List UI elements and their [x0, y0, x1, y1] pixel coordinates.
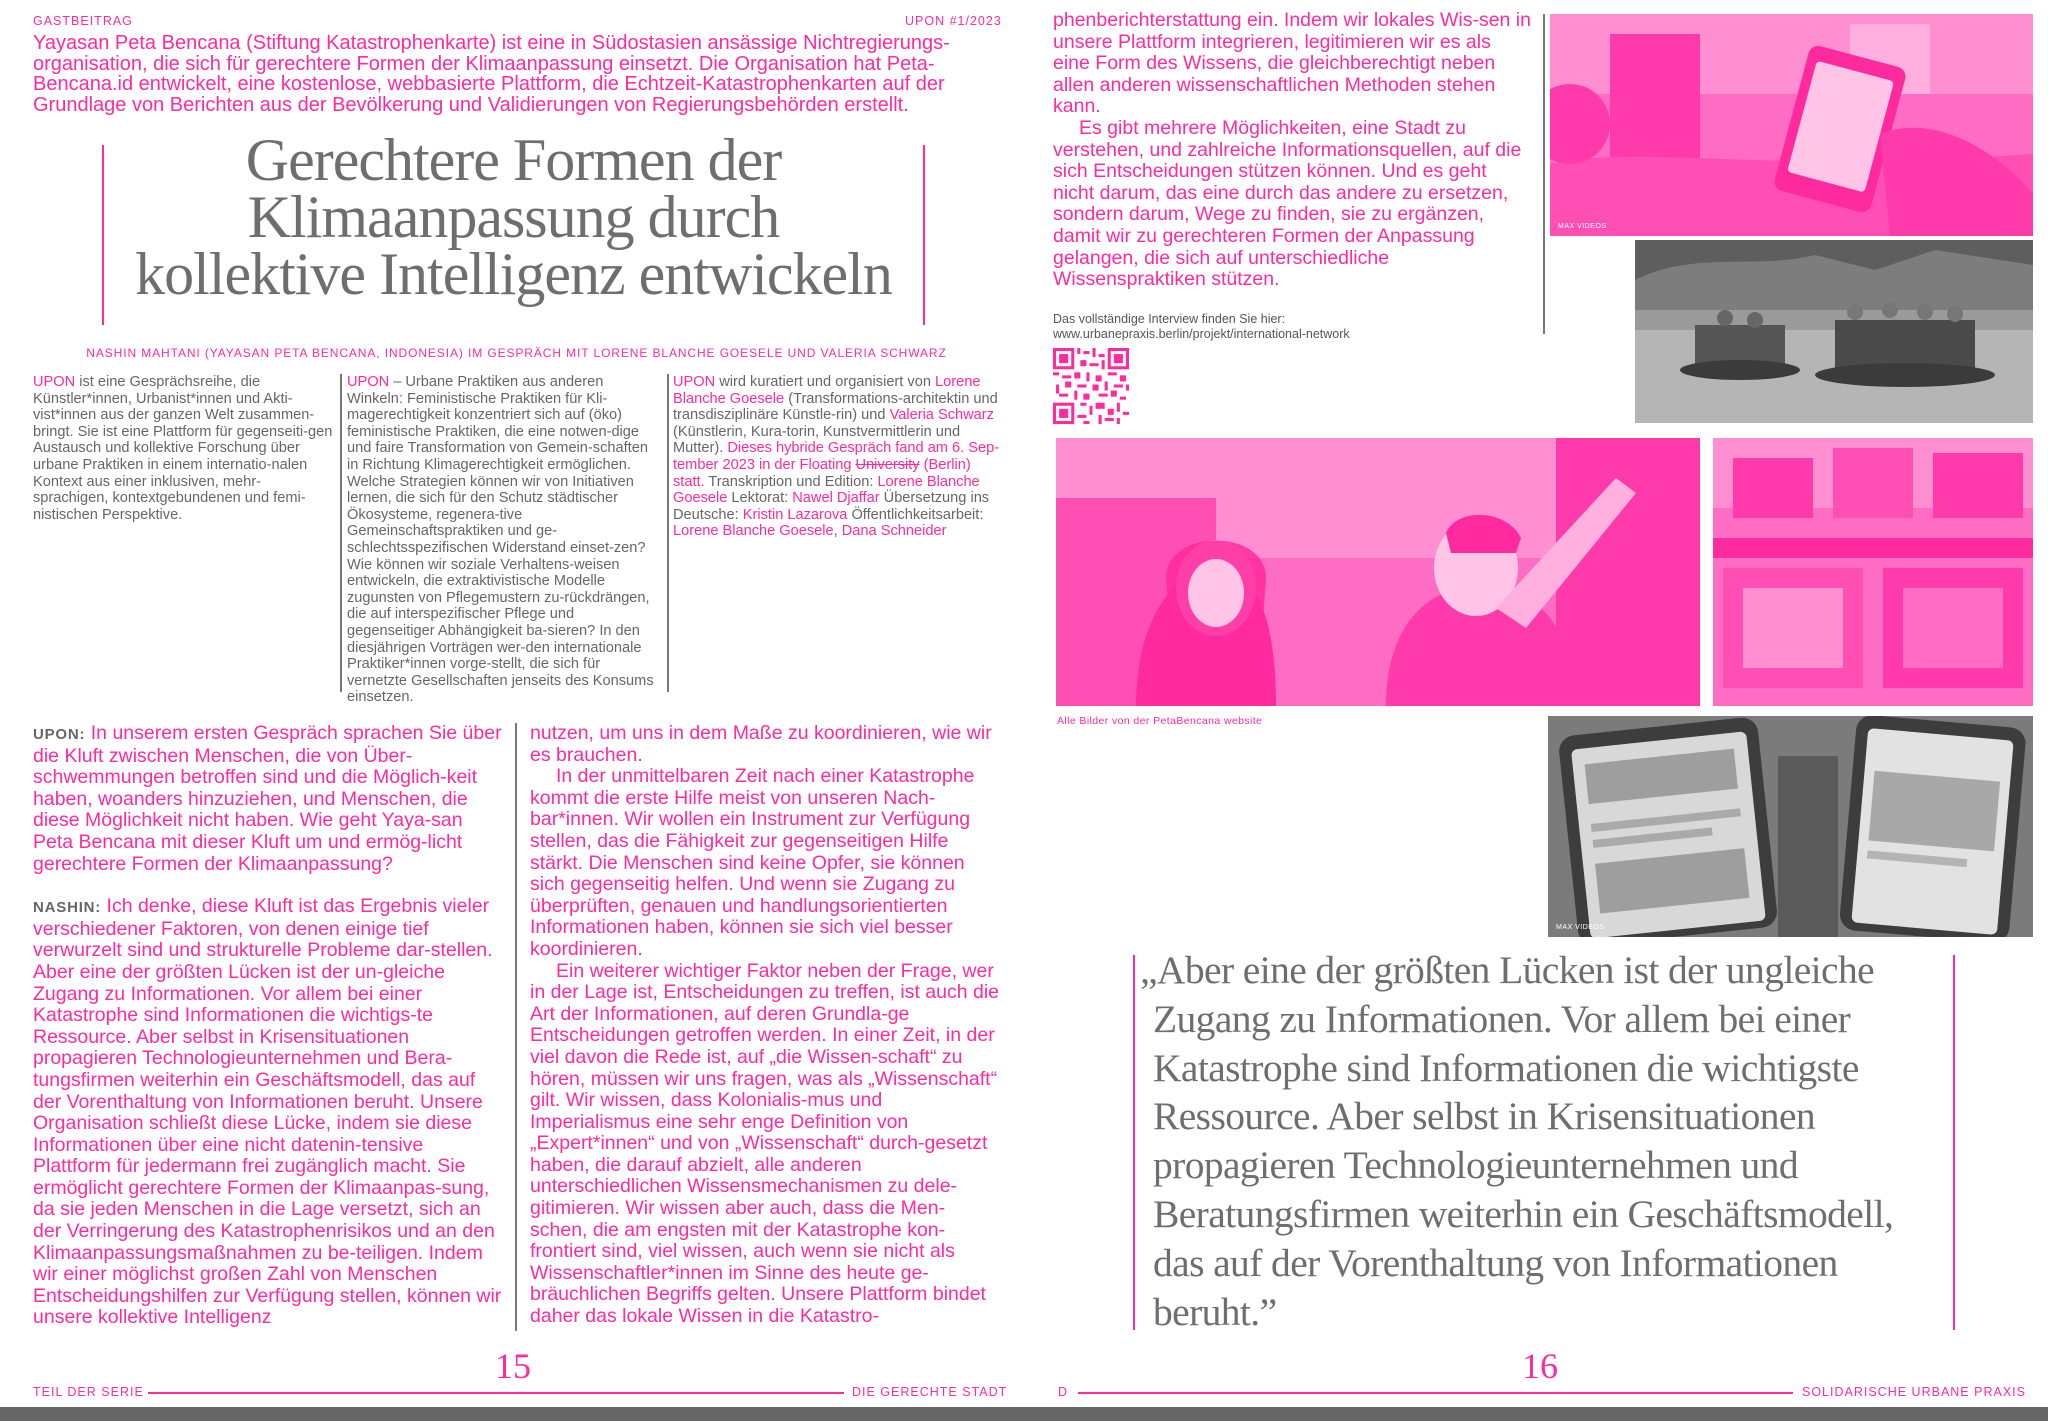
paragraph: In der unmittelbaren Zeit nach einer Katastrophe kommt die erste Hilfe meist von unseren Nach-bar*innen. Wir wollen ein Instrument zur Verfügung stellen, das die Fähigkeit zur gegenseitigen Hilfe stärkt. Die Menschen sind keine Opfer, sie können sich gegenseitig helfen. Und wenn sie Zugang zu überprüften, genauen und handlungsorientierten Informationen haben, können sie sich viel besser koordinieren. — [530, 765, 975, 960]
page-number: 16 — [1522, 1346, 1558, 1386]
intro-column-3 — [673, 374, 1000, 540]
speaker-label: NASHIN: — [33, 899, 102, 917]
interview-url[interactable]: www.urbanepraxis.berlin/projekt/international-network — [1053, 327, 1350, 341]
qr-code[interactable] — [1053, 348, 1129, 424]
col1-text: ist eine Gesprächsreihe, die Künstler*innen, Urbanist*innen und Akti-vist*innen aus der ganzen Welt zusammen-bringt. Sie ist eine Plattform für gegenseiti-gen Austausch und kollektive Forschung über urbane Praktiken in einem internatio-nalen Kontext aus einer inklusiven, mehr-sprachigen, kontextgebundenen und femi-nistischen Perspektive. — [33, 374, 333, 523]
column-divider — [667, 374, 669, 692]
quote-right-rule — [1953, 955, 1955, 1330]
series-tagline: SOLIDARISCHE URBANE PRAXIS — [1802, 1385, 2026, 1399]
column-divider — [340, 374, 342, 692]
credit-name: Lorene Blanche Goesele — [673, 523, 834, 540]
bottom-bar — [0, 1407, 2048, 1421]
photo-women-street — [1056, 438, 1700, 706]
credit-name: Kristin Lazarova — [742, 506, 848, 523]
credits-text: Übersetzung ins Deutsche: — [673, 490, 990, 523]
credit-name: Dana Schneider — [841, 523, 947, 540]
title-line-2: Klimaanpassung durch — [247, 184, 780, 250]
paragraph: Ein weiterer wichtiger Faktor neben der Frage, wer in der Lage ist, Entscheidungen zu treffen, ist auch die Art der Informationen, auf deren Grundla-ge Entscheidungen getroffen werden. In einer Zeit, in der viel davon die Rede ist, auf „die Wissen-schaft“ zu hören, müssen wir uns fragen, was als „Wissenschaft“ gilt. Wir wissen, dass Kolonialis-mus und Imperialismus eine sehr enge Definition von „Expert*innen“ und von „Wissenschaft“ durch-gesetzt haben, die darauf abzielt, alle anderen unterschiedlichen Wissensmechanismen zu dele-gitimieren. Wir wissen aber auch, dass die Men-schen, die am engsten mit der Katastrophe kon-frontiert sind, viel wissen, auch wenn sie nicht als Wissenschaftler*innen im Sinne des heute ge-bräuchlichen Begriffs gelten. Unsere Plattform bindet daher das lokale Wissen in die Katastro- — [530, 959, 1000, 1328]
speaker-label: UPON: — [33, 726, 86, 743]
photo-credit: MAX VIDEOS — [1558, 223, 1607, 230]
article-title — [110, 127, 917, 307]
credits-text: (Transformations-architektin und transdisziplinäre Künstle-rin) und — [673, 390, 998, 424]
upon-lead: UPON — [33, 374, 76, 390]
quote-left-rule — [1133, 955, 1135, 1330]
title-left-rule — [102, 145, 104, 325]
event-note: Dieses hybride Gespräch fand am 6. Sep-tember 2023 in der Floating — [673, 440, 1000, 473]
series-label: TEIL DER SERIE — [33, 1385, 144, 1399]
intro-column-2 — [347, 374, 661, 706]
image-caption: Alle Bilder von der PetaBencana website — [1057, 715, 1263, 727]
photo-raft-rescue-art — [1635, 240, 2033, 423]
paragraph: Es gibt mehrere Möglichkeiten, eine Stadt zu verstehen, und zahlreiche Informationsquellen, auf die sich Entscheidungen stützen können. Und es geht nicht darum, das eine durch das andere zu ersetzen, sondern darum, Wege zu finden, sie zu ergänzen, damit wir zu gerechteren Formen der Anpassung gelangen, die sich auf unterschiedliche Wissenspraktiken stützen. — [1053, 116, 1522, 291]
photo-blocks — [1713, 438, 2033, 706]
pull-quote: „Aber eine der größten Lücken ist der ungleiche Zugang zu Informationen. Vor allem bei einer Katastrophe sind Informationen die wichtigste Ressource. Aber selbst in Krisensituationen propagieren Technologieunternehmen und Beratungsfirmen weiterhin ein Geschäftsmodell, das auf der Vorenthaltung von Informationen beruht.” — [1140, 948, 1894, 1334]
interview-label: Das vollständige Interview finden Sie hier: — [1053, 312, 1286, 326]
struck-word: University — [855, 456, 920, 473]
title-line-1: Gerechtere Formen der — [245, 127, 782, 193]
footer-rule — [1078, 1392, 1793, 1394]
answer-text: Ich denke, diese Kluft ist das Ergebnis vieler verschiedener Faktoren, von denen einige tief verwurzelt sind und strukturelle Probleme dar-stellen. Aber eine der größten Lücken ist der un-gleiche Zugang zu Informationen. Vor allem bei einer Katastrophe sind Informationen die wichtigs-te Ressource. Aber selbst in Krisensituationen propagieren Technologieunternehmen und Bera-tungsfirmen weiterhin ein Geschäftsmodell, das auf der Vorenthaltung von Informationen beruht. Unsere Organisation schließt diese Lücke, indem sie diese Informationen über eine nicht datenin-tensive Plattform für jedermann frei zugänglich macht. Sie ermöglicht gerechtere Formen der Klimaanpas-sung, da sie jeden Menschen in die Lage versetzt, sich an der Verringerung des Katastrophenrisikos und an den Klimaanpassungsmaßnahmen zu be-teiligen. Indem wir einer möglichst großen Zahl von Menschen Entscheidungshilfen zur Verfügung stellen, können wir unsere kollektive Intelligenz — [33, 895, 502, 1329]
credit-name: Lorene Blanche Goesele — [673, 473, 980, 507]
col2-text: – Urbane Praktiken aus anderen Winkeln: Feministische Praktiken für Kli-magerechtigkeit konzentriert sich auf (öko) feministische Praktiken, die eine notwen-dige und faire Transformation von Gemein-schaften in Richtung Klimagerechtigkeit ermöglichen. Welche Strategien können wir von Initiativen lernen, die sich für den Schutz städtischer Ökosysteme, regenera-tive Gemeinschaftspraktiken und ge-schlechtsspezifischen Widerstand einset-zen? Wie können wir soziale Verhaltens-weisen entwickeln, die extraktivistische Modelle zugunsten von Pflegemustern zu-rückdrängen, die auf interspezifischer Pflege und gegenseitiger Abhängigkeit ba-sieren? In den diesjährigen Vorträgen wer-den internationale Praktiker*innen vorge-stellt, die sich für vernetzte Gesellschaften jenseits des Konsums einsetzen. — [347, 374, 654, 706]
title-right-rule — [923, 145, 925, 325]
column-divider — [515, 723, 517, 1331]
photo-raft-rescue — [1635, 240, 2033, 423]
credits-text: Lektorat: — [727, 490, 793, 507]
credit-name: Valeria Schwarz — [889, 407, 994, 424]
title-line-3: kollektive Intelligenz entwickeln — [135, 241, 892, 307]
photo-credit: MAX VIDEOS — [1556, 924, 1605, 931]
intro-paragraph: Yayasan Peta Bencana (Stiftung Katastrophenkarte) ist eine in Südostasien ansässige Nichtregierungs-organisation, die sich für gerechtere Formen der Klimaanpassung einsetzt. Die Organisation hat Peta-Bencana.id entwickelt, eine kostenlose, webbasierte Plattform, die Echtzeit-Katastrophenkarten auf der Grundlage von Berichten aus der Bevölkerung und Validierungen von Regierungsbehörden erstellt. — [33, 32, 950, 116]
question-1 — [33, 723, 505, 875]
upon-lead: UPON — [673, 374, 716, 390]
column-divider — [1543, 14, 1545, 334]
section-label: GASTBEITRAG — [33, 14, 133, 28]
credits-text: , — [833, 523, 842, 540]
credits-text: Öffentlichkeitsarbeit: — [847, 506, 984, 523]
series-name: DIE GERECHTE STADT — [852, 1385, 1008, 1399]
answer-1 — [33, 896, 505, 1329]
byline: NASHIN MAHTANI (YAYASAN PETA BENCANA, INDONESIA) IM GESPRÄCH MIT LORENE BLANCHE GOESELE UND VALERIA SCHWARZ — [86, 346, 947, 360]
intro-column-1 — [33, 374, 333, 523]
photo-blocks-art — [1713, 438, 2033, 706]
photo-phone-flood-art — [1550, 14, 2033, 236]
paragraph: nutzen, um uns in dem Maße zu koordinieren, wie wir es brauchen. — [530, 722, 992, 766]
photo-phones-app-art — [1548, 716, 2033, 937]
photo-phone-flood — [1550, 14, 2033, 236]
credits-text: Transkription und Edition: — [704, 473, 878, 490]
credits-text: (Künstlerin, Kura-torin, Kunstvermittlerin und Mutter). — [673, 423, 961, 457]
continuation-text — [1053, 10, 1531, 291]
credit-name: Lorene Blanche Goesele — [673, 374, 981, 407]
credits-text: wird kuratiert und organisiert von — [715, 374, 935, 390]
interview-link-block — [1053, 312, 1350, 342]
interview-column-2 — [530, 723, 1002, 1328]
footer-letter: D — [1058, 1385, 1069, 1399]
upon-lead: UPON — [347, 374, 390, 390]
credit-name: Nawel Djaffar — [792, 490, 880, 507]
paragraph: phenberichterstattung ein. Indem wir lokales Wis-sen in unsere Plattform integrieren, legitimieren wir es als eine Form des Wissens, die gleichberechtigt neben allen anderen wissenschaftlichen Methoden stehen kann. — [1053, 9, 1531, 118]
footer-rule — [148, 1392, 844, 1394]
page-number: 15 — [495, 1346, 531, 1386]
photo-women-street-art — [1056, 438, 1700, 706]
issue-label: UPON #1/2023 — [905, 14, 1002, 28]
photo-phones-app — [1548, 716, 2033, 937]
event-note-end: (Berlin) statt. — [673, 456, 971, 490]
question-text: In unserem ersten Gespräch sprachen Sie über die Kluft zwischen Menschen, die von Über-schwemmungen betroffen sind und die Möglich-keit haben, woanders hinzuziehen, und Menschen, die diese Möglichkeit nicht haben. Wie geht Yaya-san Peta Bencana mit dieser Kluft um und ermög-licht gerechtere Formen der Klimaanpassung? — [33, 722, 502, 875]
interview-column-1 — [33, 723, 505, 1329]
